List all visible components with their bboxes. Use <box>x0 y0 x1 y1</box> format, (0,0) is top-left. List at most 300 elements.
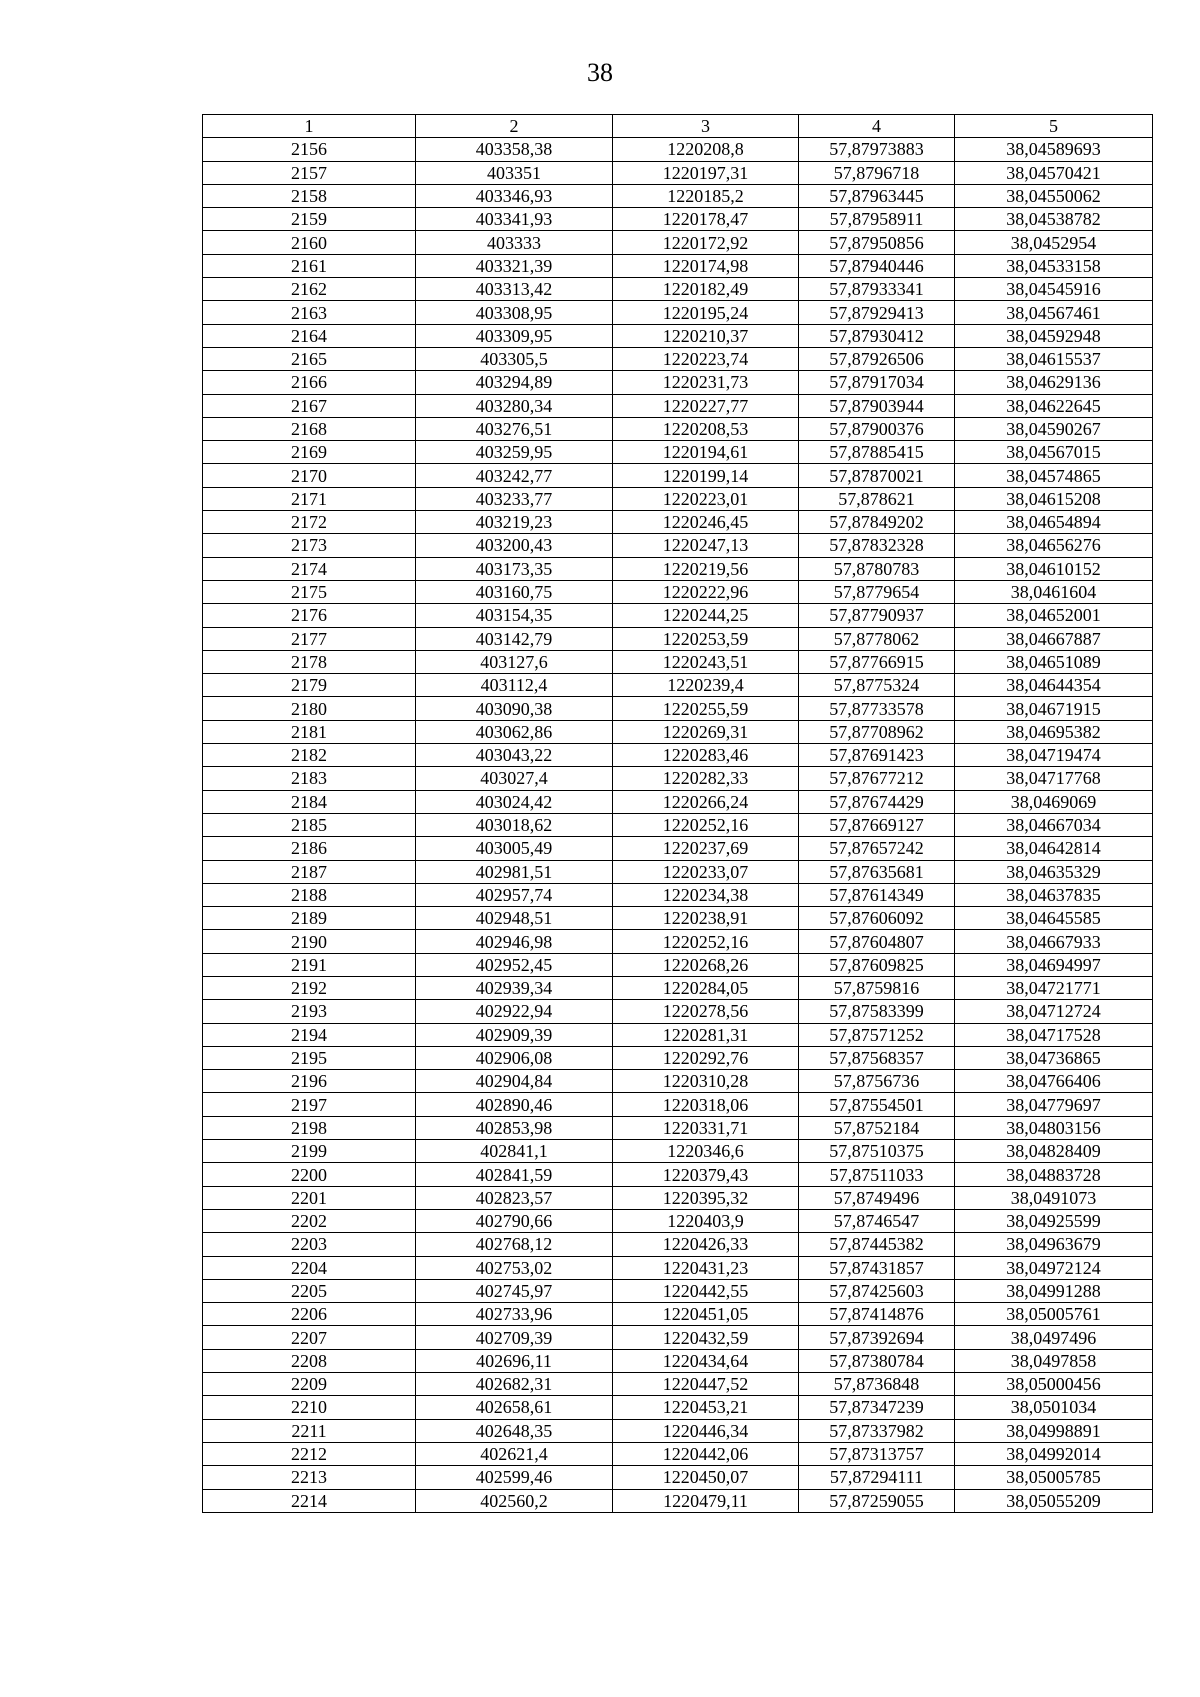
table-cell: 2195 <box>203 1046 416 1069</box>
table-cell: 403341,93 <box>416 208 613 231</box>
table-cell: 1220266,24 <box>613 790 799 813</box>
table-cell: 57,87510375 <box>799 1140 955 1163</box>
table-cell: 2209 <box>203 1373 416 1396</box>
table-cell: 57,87733578 <box>799 697 955 720</box>
table-row <box>203 1489 1153 1512</box>
table-row <box>203 930 1153 953</box>
table-cell: 57,87849202 <box>799 511 955 534</box>
table-cell: 2165 <box>203 347 416 370</box>
table-cell: 38,04589693 <box>955 138 1153 161</box>
table-cell: 402853,98 <box>416 1116 613 1139</box>
table-cell: 2180 <box>203 697 416 720</box>
table-cell: 57,87926506 <box>799 347 955 370</box>
table-cell: 1220442,55 <box>613 1279 799 1302</box>
table-cell: 2189 <box>203 907 416 930</box>
table-cell: 402745,97 <box>416 1279 613 1302</box>
table-cell: 57,8749496 <box>799 1186 955 1209</box>
table-cell: 402768,12 <box>416 1233 613 1256</box>
table-row <box>203 1140 1153 1163</box>
table-cell: 1220197,31 <box>613 161 799 184</box>
table-cell: 57,87929413 <box>799 301 955 324</box>
table-cell: 403062,86 <box>416 720 613 743</box>
table-cell: 2157 <box>203 161 416 184</box>
table-cell: 38,05005785 <box>955 1466 1153 1489</box>
table-cell: 38,0491073 <box>955 1186 1153 1209</box>
table-cell: 38,04925599 <box>955 1209 1153 1232</box>
table-row <box>203 813 1153 836</box>
table-row <box>203 790 1153 813</box>
table-cell: 402621,4 <box>416 1442 613 1465</box>
table-row <box>203 1116 1153 1139</box>
table-row <box>203 464 1153 487</box>
table-cell: 1220255,59 <box>613 697 799 720</box>
table-row <box>203 1349 1153 1372</box>
table-cell: 403043,22 <box>416 744 613 767</box>
table-cell: 2167 <box>203 394 416 417</box>
table-cell: 2193 <box>203 1000 416 1023</box>
table-cell: 403305,5 <box>416 347 613 370</box>
table-cell: 2181 <box>203 720 416 743</box>
table-cell: 38,04574865 <box>955 464 1153 487</box>
table-cell: 57,8756736 <box>799 1070 955 1093</box>
table-cell: 2201 <box>203 1186 416 1209</box>
table-cell: 402946,98 <box>416 930 613 953</box>
table-row <box>203 557 1153 580</box>
table-cell: 38,04654894 <box>955 511 1153 534</box>
table-cell: 57,87933341 <box>799 278 955 301</box>
table-cell: 38,04695382 <box>955 720 1153 743</box>
table-cell: 57,87414876 <box>799 1303 955 1326</box>
table-cell: 57,87708962 <box>799 720 955 743</box>
table-cell: 402906,08 <box>416 1046 613 1069</box>
table-cell: 1220222,96 <box>613 580 799 603</box>
table-cell: 38,04883728 <box>955 1163 1153 1186</box>
table-cell: 57,87259055 <box>799 1489 955 1512</box>
table-cell: 57,87677212 <box>799 767 955 790</box>
table-cell: 57,87431857 <box>799 1256 955 1279</box>
table-cell: 403321,39 <box>416 254 613 277</box>
table-cell: 402753,02 <box>416 1256 613 1279</box>
table-cell: 1220346,6 <box>613 1140 799 1163</box>
table-row <box>203 604 1153 627</box>
table-cell: 402841,1 <box>416 1140 613 1163</box>
table-cell: 1220234,38 <box>613 883 799 906</box>
table-cell: 2170 <box>203 464 416 487</box>
table-row <box>203 1466 1153 1489</box>
table-cell: 57,87832328 <box>799 534 955 557</box>
coordinates-table <box>202 114 1153 1513</box>
table-cell: 402948,51 <box>416 907 613 930</box>
table-cell: 2197 <box>203 1093 416 1116</box>
table-row <box>203 1000 1153 1023</box>
table-cell: 1220223,74 <box>613 347 799 370</box>
table-cell: 38,04538782 <box>955 208 1153 231</box>
table-cell: 38,04667933 <box>955 930 1153 953</box>
table-cell: 38,04645585 <box>955 907 1153 930</box>
table-cell: 57,87614349 <box>799 883 955 906</box>
table-cell: 2183 <box>203 767 416 790</box>
table-cell: 38,0469069 <box>955 790 1153 813</box>
table-row <box>203 976 1153 999</box>
table-row <box>203 1209 1153 1232</box>
table-cell: 38,04637835 <box>955 883 1153 906</box>
table-cell: 1220426,33 <box>613 1233 799 1256</box>
table-cell: 2198 <box>203 1116 416 1139</box>
table-row <box>203 1373 1153 1396</box>
table-cell: 402841,59 <box>416 1163 613 1186</box>
table-row <box>203 744 1153 767</box>
table-row <box>203 1093 1153 1116</box>
table-cell: 57,87337982 <box>799 1419 955 1442</box>
table-row <box>203 1279 1153 1302</box>
table-cell: 403112,4 <box>416 674 613 697</box>
table-cell: 57,87294111 <box>799 1466 955 1489</box>
table-cell: 57,8775324 <box>799 674 955 697</box>
table-cell: 2169 <box>203 441 416 464</box>
table-cell: 57,87583399 <box>799 1000 955 1023</box>
table-cell: 38,05000456 <box>955 1373 1153 1396</box>
table-cell: 57,8796718 <box>799 161 955 184</box>
table-row <box>203 347 1153 370</box>
table-cell: 57,87950856 <box>799 231 955 254</box>
table-cell: 57,87511033 <box>799 1163 955 1186</box>
table-cell: 57,87347239 <box>799 1396 955 1419</box>
table-cell: 2176 <box>203 604 416 627</box>
table-cell: 2164 <box>203 324 416 347</box>
table-cell: 1220233,07 <box>613 860 799 883</box>
table-cell: 2212 <box>203 1442 416 1465</box>
table-cell: 38,04667034 <box>955 813 1153 836</box>
table-row <box>203 1256 1153 1279</box>
table-cell: 38,04570421 <box>955 161 1153 184</box>
table-cell: 38,04629136 <box>955 371 1153 394</box>
table-cell: 403313,42 <box>416 278 613 301</box>
table-cell: 57,87380784 <box>799 1349 955 1372</box>
table-cell: 1220281,31 <box>613 1023 799 1046</box>
table-cell: 38,04545916 <box>955 278 1153 301</box>
table-cell: 2210 <box>203 1396 416 1419</box>
table-cell: 2203 <box>203 1233 416 1256</box>
table-cell: 2192 <box>203 976 416 999</box>
table-cell: 38,04642814 <box>955 837 1153 860</box>
table-cell: 2182 <box>203 744 416 767</box>
table-cell: 1220278,56 <box>613 1000 799 1023</box>
table-cell: 38,04567461 <box>955 301 1153 324</box>
table-cell: 402599,46 <box>416 1466 613 1489</box>
table-cell: 2172 <box>203 511 416 534</box>
column-header: 1 <box>203 115 416 138</box>
table-row <box>203 1070 1153 1093</box>
table-cell: 403154,35 <box>416 604 613 627</box>
table-cell: 2179 <box>203 674 416 697</box>
table-cell: 2194 <box>203 1023 416 1046</box>
table-cell: 1220246,45 <box>613 511 799 534</box>
table-cell: 1220172,92 <box>613 231 799 254</box>
table-cell: 2186 <box>203 837 416 860</box>
table-cell: 38,04590267 <box>955 417 1153 440</box>
table-cell: 38,04717528 <box>955 1023 1153 1046</box>
table-cell: 402696,11 <box>416 1349 613 1372</box>
table-cell: 402682,31 <box>416 1373 613 1396</box>
table-row <box>203 301 1153 324</box>
table-row <box>203 1419 1153 1442</box>
table-body <box>203 138 1153 1513</box>
table-cell: 1220185,2 <box>613 184 799 207</box>
table-cell: 1220252,16 <box>613 930 799 953</box>
table-cell: 57,87766915 <box>799 650 955 673</box>
table-cell: 57,87392694 <box>799 1326 955 1349</box>
table-cell: 2204 <box>203 1256 416 1279</box>
table-cell: 1220269,31 <box>613 720 799 743</box>
table-cell: 403308,95 <box>416 301 613 324</box>
table-cell: 2208 <box>203 1349 416 1372</box>
table-cell: 402648,35 <box>416 1419 613 1442</box>
table-cell: 57,8759816 <box>799 976 955 999</box>
table-cell: 1220450,07 <box>613 1466 799 1489</box>
table-cell: 2156 <box>203 138 416 161</box>
table-cell: 403018,62 <box>416 813 613 836</box>
table-cell: 1220219,56 <box>613 557 799 580</box>
table-cell: 38,04694997 <box>955 953 1153 976</box>
table-cell: 57,87885415 <box>799 441 955 464</box>
table-cell: 2162 <box>203 278 416 301</box>
table-cell: 1220194,61 <box>613 441 799 464</box>
table-cell: 2159 <box>203 208 416 231</box>
table-row <box>203 1163 1153 1186</box>
table-cell: 1220284,05 <box>613 976 799 999</box>
table-cell: 1220243,51 <box>613 650 799 673</box>
table-row <box>203 953 1153 976</box>
table-cell: 38,04533158 <box>955 254 1153 277</box>
table-cell: 1220318,06 <box>613 1093 799 1116</box>
table-cell: 402560,2 <box>416 1489 613 1512</box>
table-row <box>203 487 1153 510</box>
table-cell: 38,04779697 <box>955 1093 1153 1116</box>
table-cell: 57,87940446 <box>799 254 955 277</box>
table-cell: 402733,96 <box>416 1303 613 1326</box>
table-row <box>203 534 1153 557</box>
table-cell: 38,0452954 <box>955 231 1153 254</box>
table-row <box>203 184 1153 207</box>
table-row <box>203 697 1153 720</box>
table-cell: 38,04615208 <box>955 487 1153 510</box>
table-cell: 1220453,21 <box>613 1396 799 1419</box>
table-cell: 1220231,73 <box>613 371 799 394</box>
table-cell: 57,8780783 <box>799 557 955 580</box>
table-cell: 2211 <box>203 1419 416 1442</box>
table-row <box>203 1326 1153 1349</box>
column-header: 4 <box>799 115 955 138</box>
table-cell: 57,8752184 <box>799 1116 955 1139</box>
table-cell: 57,87609825 <box>799 953 955 976</box>
table-row <box>203 767 1153 790</box>
table-cell: 2175 <box>203 580 416 603</box>
table-cell: 2213 <box>203 1466 416 1489</box>
table-cell: 38,04712724 <box>955 1000 1153 1023</box>
table-cell: 57,87604807 <box>799 930 955 953</box>
table-cell: 2205 <box>203 1279 416 1302</box>
table-cell: 2161 <box>203 254 416 277</box>
table-cell: 402952,45 <box>416 953 613 976</box>
table-cell: 402981,51 <box>416 860 613 883</box>
table-cell: 57,87606092 <box>799 907 955 930</box>
table-cell: 403346,93 <box>416 184 613 207</box>
table-cell: 1220292,76 <box>613 1046 799 1069</box>
table-cell: 1220432,59 <box>613 1326 799 1349</box>
table-row <box>203 1046 1153 1069</box>
table-cell: 403294,89 <box>416 371 613 394</box>
table-cell: 403242,77 <box>416 464 613 487</box>
table-cell: 57,87903944 <box>799 394 955 417</box>
table-cell: 1220282,33 <box>613 767 799 790</box>
table-cell: 2174 <box>203 557 416 580</box>
table-cell: 38,04610152 <box>955 557 1153 580</box>
table-row <box>203 208 1153 231</box>
table-cell: 38,04972124 <box>955 1256 1153 1279</box>
table-cell: 57,87691423 <box>799 744 955 767</box>
table-cell: 403160,75 <box>416 580 613 603</box>
table-cell: 38,04721771 <box>955 976 1153 999</box>
table-cell: 2171 <box>203 487 416 510</box>
table-row <box>203 674 1153 697</box>
table-cell: 57,87657242 <box>799 837 955 860</box>
table-row <box>203 161 1153 184</box>
table-cell: 1220447,52 <box>613 1373 799 1396</box>
table-cell: 1220395,32 <box>613 1186 799 1209</box>
table-cell: 57,8736848 <box>799 1373 955 1396</box>
table-cell: 2160 <box>203 231 416 254</box>
table-cell: 2187 <box>203 860 416 883</box>
table-cell: 402709,39 <box>416 1326 613 1349</box>
table-cell: 402790,66 <box>416 1209 613 1232</box>
table-cell: 57,87674429 <box>799 790 955 813</box>
table-cell: 403090,38 <box>416 697 613 720</box>
table-cell: 57,8779654 <box>799 580 955 603</box>
table-cell: 1220379,43 <box>613 1163 799 1186</box>
table-cell: 57,87917034 <box>799 371 955 394</box>
table-row <box>203 278 1153 301</box>
table-row <box>203 1233 1153 1256</box>
table-cell: 2178 <box>203 650 416 673</box>
table-cell: 57,87635681 <box>799 860 955 883</box>
table-cell: 38,04567015 <box>955 441 1153 464</box>
table-cell: 1220403,9 <box>613 1209 799 1232</box>
table-cell: 1220310,28 <box>613 1070 799 1093</box>
table-cell: 403351 <box>416 161 613 184</box>
table-cell: 1220434,64 <box>613 1349 799 1372</box>
table-cell: 38,04592948 <box>955 324 1153 347</box>
table-cell: 38,0497496 <box>955 1326 1153 1349</box>
table-row <box>203 371 1153 394</box>
table-cell: 57,87568357 <box>799 1046 955 1069</box>
table-cell: 57,87445382 <box>799 1233 955 1256</box>
table-cell: 57,87963445 <box>799 184 955 207</box>
table-cell: 57,8746547 <box>799 1209 955 1232</box>
table-cell: 57,87313757 <box>799 1442 955 1465</box>
table-row <box>203 1396 1153 1419</box>
table-cell: 403309,95 <box>416 324 613 347</box>
table-cell: 1220479,11 <box>613 1489 799 1512</box>
table-cell: 2188 <box>203 883 416 906</box>
table-cell: 57,87790937 <box>799 604 955 627</box>
table-row <box>203 417 1153 440</box>
table-cell: 1220223,01 <box>613 487 799 510</box>
table-cell: 38,04991288 <box>955 1279 1153 1302</box>
table-cell: 2191 <box>203 953 416 976</box>
table-cell: 403219,23 <box>416 511 613 534</box>
table-cell: 38,04652001 <box>955 604 1153 627</box>
table-cell: 1220238,91 <box>613 907 799 930</box>
table-cell: 403358,38 <box>416 138 613 161</box>
table-row <box>203 138 1153 161</box>
table-cell: 2184 <box>203 790 416 813</box>
table-cell: 57,87554501 <box>799 1093 955 1116</box>
table-cell: 2207 <box>203 1326 416 1349</box>
table-cell: 2177 <box>203 627 416 650</box>
table-cell: 38,04963679 <box>955 1233 1153 1256</box>
table-cell: 57,87930412 <box>799 324 955 347</box>
table-row <box>203 580 1153 603</box>
table-row <box>203 1023 1153 1046</box>
table-cell: 403200,43 <box>416 534 613 557</box>
table-cell: 1220208,8 <box>613 138 799 161</box>
table-cell: 402890,46 <box>416 1093 613 1116</box>
table-cell: 57,87669127 <box>799 813 955 836</box>
table-row <box>203 860 1153 883</box>
table-cell: 1220283,46 <box>613 744 799 767</box>
table-cell: 38,04644354 <box>955 674 1153 697</box>
table-cell: 57,87958911 <box>799 208 955 231</box>
table-cell: 38,04803156 <box>955 1116 1153 1139</box>
table-row <box>203 907 1153 930</box>
column-header: 5 <box>955 115 1153 138</box>
table-cell: 2206 <box>203 1303 416 1326</box>
table-cell: 38,04615537 <box>955 347 1153 370</box>
table-cell: 402939,34 <box>416 976 613 999</box>
table-cell: 1220442,06 <box>613 1442 799 1465</box>
table-row <box>203 511 1153 534</box>
table-cell: 1220253,59 <box>613 627 799 650</box>
table-cell: 402909,39 <box>416 1023 613 1046</box>
table-row <box>203 883 1153 906</box>
table-row <box>203 720 1153 743</box>
table-cell: 57,87571252 <box>799 1023 955 1046</box>
table-cell: 38,05055209 <box>955 1489 1153 1512</box>
column-header: 2 <box>416 115 613 138</box>
table-cell: 2158 <box>203 184 416 207</box>
table-cell: 38,04828409 <box>955 1140 1153 1163</box>
table-cell: 2202 <box>203 1209 416 1232</box>
table-row <box>203 1303 1153 1326</box>
table-cell: 57,8778062 <box>799 627 955 650</box>
table-cell: 403027,4 <box>416 767 613 790</box>
table-cell: 2200 <box>203 1163 416 1186</box>
page-number: 38 <box>587 58 613 87</box>
table-cell: 38,05005761 <box>955 1303 1153 1326</box>
table-cell: 57,87870021 <box>799 464 955 487</box>
table-cell: 38,04998891 <box>955 1419 1153 1442</box>
table-row <box>203 254 1153 277</box>
table-cell: 1220210,37 <box>613 324 799 347</box>
table-row <box>203 1186 1153 1209</box>
table-row <box>203 837 1153 860</box>
table-cell: 2196 <box>203 1070 416 1093</box>
table-cell: 57,87973883 <box>799 138 955 161</box>
table-row <box>203 441 1153 464</box>
table-cell: 1220247,13 <box>613 534 799 557</box>
table-cell: 38,04719474 <box>955 744 1153 767</box>
table-row <box>203 324 1153 347</box>
